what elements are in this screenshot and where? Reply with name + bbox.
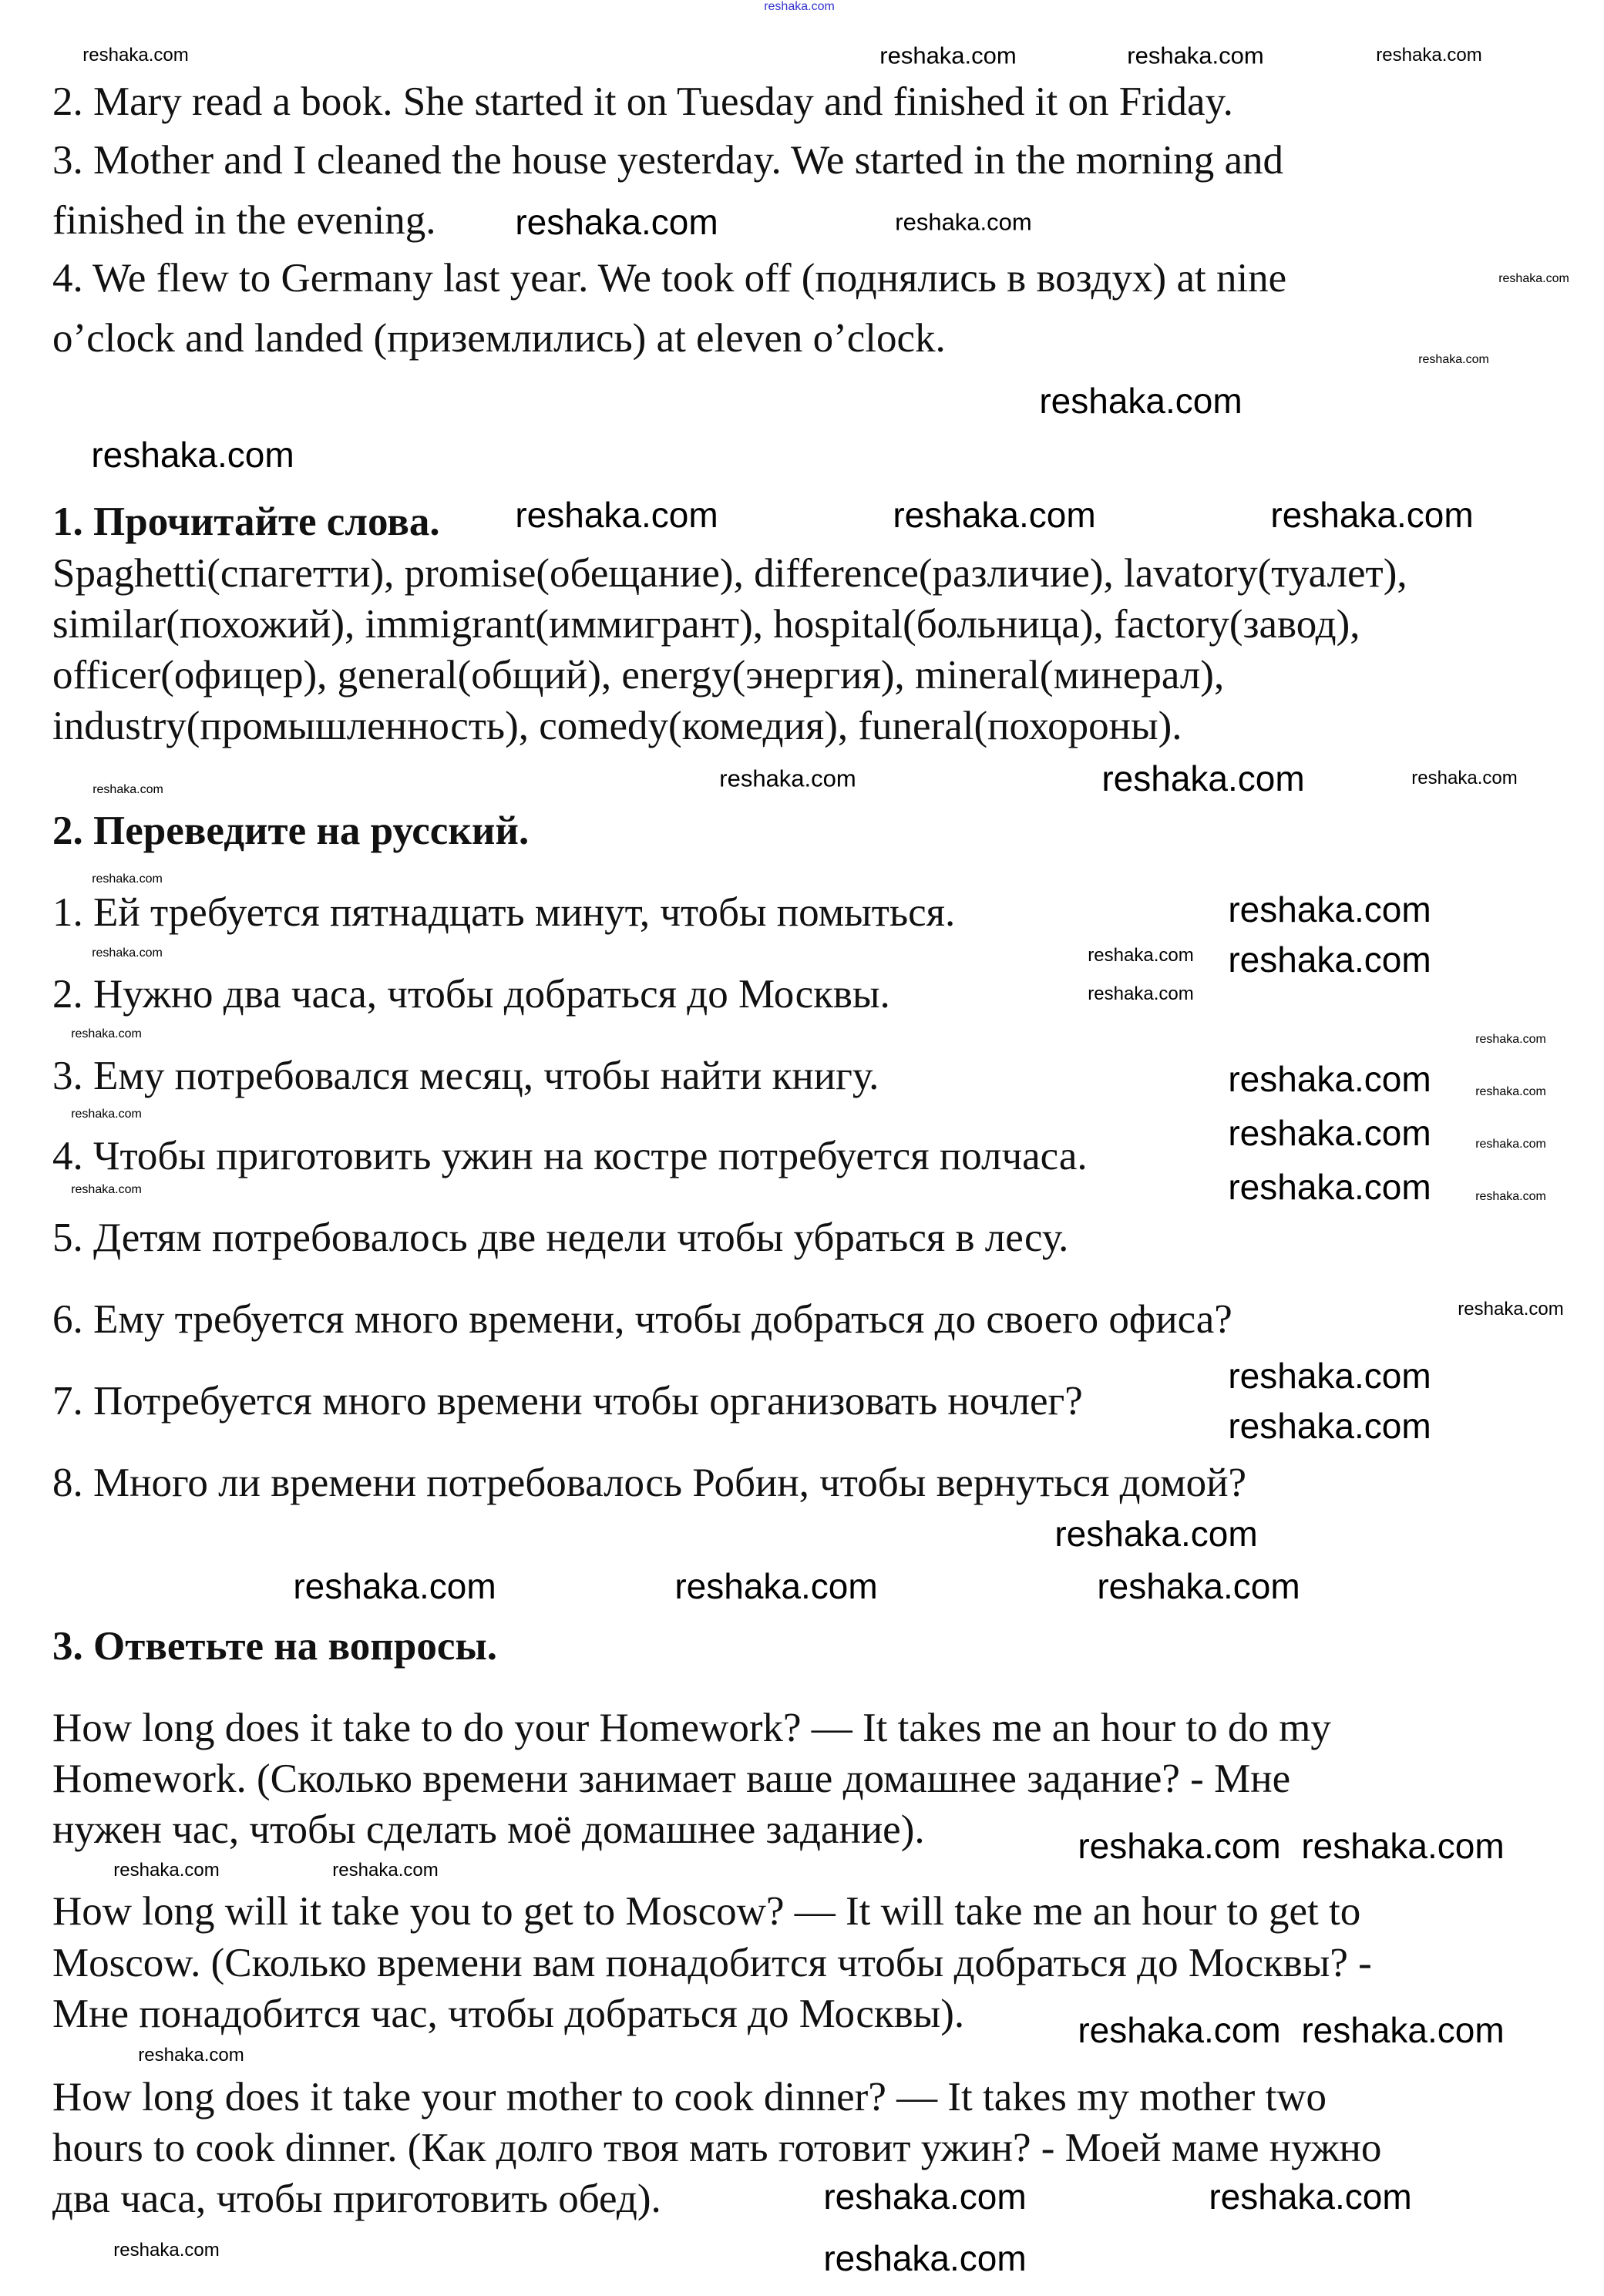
watermark: reshaka.com <box>92 872 163 886</box>
watermark: reshaka.com <box>674 1566 878 1606</box>
section2-item: 3. Ему потребовался месяц, чтобы найти книгу. <box>52 1054 879 1098</box>
watermark: reshaka.com <box>1228 1356 1431 1396</box>
section3-heading: 3. Ответьте на вопросы. <box>52 1624 497 1669</box>
watermark: reshaka.com <box>895 208 1032 236</box>
watermark: reshaka.com <box>1475 1138 1546 1151</box>
watermark: reshaka.com <box>1228 1406 1431 1446</box>
section3-line: два часа, чтобы приготовить обед). <box>52 2177 661 2221</box>
section3-line: нужен час, чтобы сделать моё домашнее задание). <box>52 1807 925 1852</box>
watermark: reshaka.com <box>1228 889 1431 929</box>
watermark: reshaka.com <box>71 1027 142 1040</box>
section3-line: How long does it take to do your Homework? — It takes me an hour to do my <box>52 1706 1331 1750</box>
watermark: reshaka.com <box>92 783 163 796</box>
watermark: reshaka.com <box>1475 1085 1546 1098</box>
watermark: reshaka.com <box>332 1860 439 1881</box>
watermark: reshaka.com <box>1228 940 1431 980</box>
section3-line: Homework. (Сколько времени занимает ваше домашнее задание? - Мне <box>52 1756 1291 1801</box>
watermark: reshaka.com <box>823 2177 1027 2217</box>
intro-line: 4. We flew to Germany last year. We took off (поднялись в воздух) at nine <box>52 256 1287 301</box>
section3-line: How long will it take you to get to Moscow? — It will take me an hour to get to <box>52 1889 1361 1934</box>
watermark: reshaka.com <box>1101 758 1305 798</box>
watermark: reshaka.com <box>1228 1059 1431 1099</box>
watermark: reshaka.com <box>91 435 294 475</box>
watermark: reshaka.com <box>71 1108 142 1121</box>
watermark: reshaka.com <box>113 2240 220 2261</box>
intro-line: finished in the evening. <box>52 198 436 243</box>
intro-line: o’clock and landed (приземлились) at eleven o’clock. <box>52 316 946 361</box>
intro-line: 3. Mother and I cleaned the house yesterday. We started in the morning and <box>52 138 1284 183</box>
watermark: reshaka.com <box>1228 1113 1431 1153</box>
watermark: reshaka.com <box>879 42 1017 69</box>
watermark: reshaka.com <box>1301 2010 1505 2050</box>
watermark: reshaka.com <box>1088 983 1194 1004</box>
watermark: reshaka.com <box>138 2045 244 2066</box>
watermark: reshaka.com <box>1228 1167 1431 1207</box>
section2-item: 5. Детям потребовалось две недели чтобы убраться в лесу. <box>52 1215 1069 1260</box>
section2-item: 4. Чтобы приготовить ужин на костре потребуется полчаса. <box>52 1134 1088 1178</box>
section3-line: Мне понадобится час, чтобы добраться до Москвы). <box>52 1992 965 2036</box>
watermark: reshaka.com <box>113 1860 220 1881</box>
watermark: reshaka.com <box>1097 1566 1300 1606</box>
watermark: reshaka.com <box>1475 1033 1546 1046</box>
section2-item: 7. Потребуется много времени чтобы организовать ночлег? <box>52 1379 1083 1424</box>
watermark: reshaka.com <box>1054 1514 1258 1554</box>
watermark: reshaka.com <box>893 495 1096 535</box>
watermark: reshaka.com <box>764 0 835 13</box>
watermark: reshaka.com <box>1078 1826 1281 1866</box>
section3-line: Moscow. (Сколько времени вам понадобится чтобы добраться до Москвы? - <box>52 1941 1372 1985</box>
section3-line: How long does it take your mother to cook dinner? — It takes my mother two <box>52 2075 1327 2120</box>
section2-heading: 2. Переведите на русский. <box>52 808 530 853</box>
watermark: reshaka.com <box>823 2238 1027 2278</box>
watermark: reshaka.com <box>1301 1826 1505 1866</box>
watermark: reshaka.com <box>1209 2177 1412 2217</box>
watermark: reshaka.com <box>1411 768 1518 788</box>
watermark: reshaka.com <box>515 495 718 535</box>
section3-line: hours to cook dinner. (Как долго твоя мать готовит ужин? - Моей маме нужно <box>52 2126 1382 2170</box>
watermark: reshaka.com <box>1418 353 1489 366</box>
watermark: reshaka.com <box>1127 42 1264 69</box>
section2-item: 2. Нужно два часа, чтобы добраться до Москвы. <box>52 972 890 1017</box>
intro-line: 2. Mary read a book. She started it on Tuesday and finished it on Friday. <box>52 79 1233 124</box>
watermark: reshaka.com <box>1458 1299 1564 1319</box>
watermark: reshaka.com <box>1498 272 1569 285</box>
section1-line: similar(похожий), immigrant(иммигрант), hospital(больница), factory(завод), <box>52 602 1360 647</box>
watermark: reshaka.com <box>1088 945 1194 966</box>
section2-item: 8. Много ли времени потребовалось Робин, чтобы вернуться домой? <box>52 1461 1247 1505</box>
section2-item: 6. Ему требуется много времени, чтобы добраться до своего офиса? <box>52 1297 1232 1342</box>
watermark: reshaka.com <box>1078 2010 1281 2050</box>
watermark: reshaka.com <box>293 1566 496 1606</box>
section1-line: industry(промышленность), comedy(комедия), funeral(похороны). <box>52 704 1182 748</box>
watermark: reshaka.com <box>1475 1190 1546 1203</box>
section1-line: Spaghetti(спагетти), promise(обещание), difference(различие), lavatory(туалет), <box>52 551 1407 596</box>
watermark: reshaka.com <box>719 765 856 792</box>
watermark: reshaka.com <box>515 202 718 242</box>
section1-heading: 1. Прочитайте слова. <box>52 499 440 544</box>
section2-item: 1. Ей требуется пятнадцать минут, чтобы помыться. <box>52 890 956 935</box>
watermark: reshaka.com <box>82 45 189 66</box>
watermark: reshaka.com <box>1039 381 1243 421</box>
section1-line: officer(офицер), general(общий), energy(энергия), mineral(минерал), <box>52 653 1225 698</box>
watermark: reshaka.com <box>71 1183 142 1196</box>
watermark: reshaka.com <box>1270 495 1474 535</box>
watermark: reshaka.com <box>92 946 163 960</box>
watermark: reshaka.com <box>1376 45 1482 66</box>
